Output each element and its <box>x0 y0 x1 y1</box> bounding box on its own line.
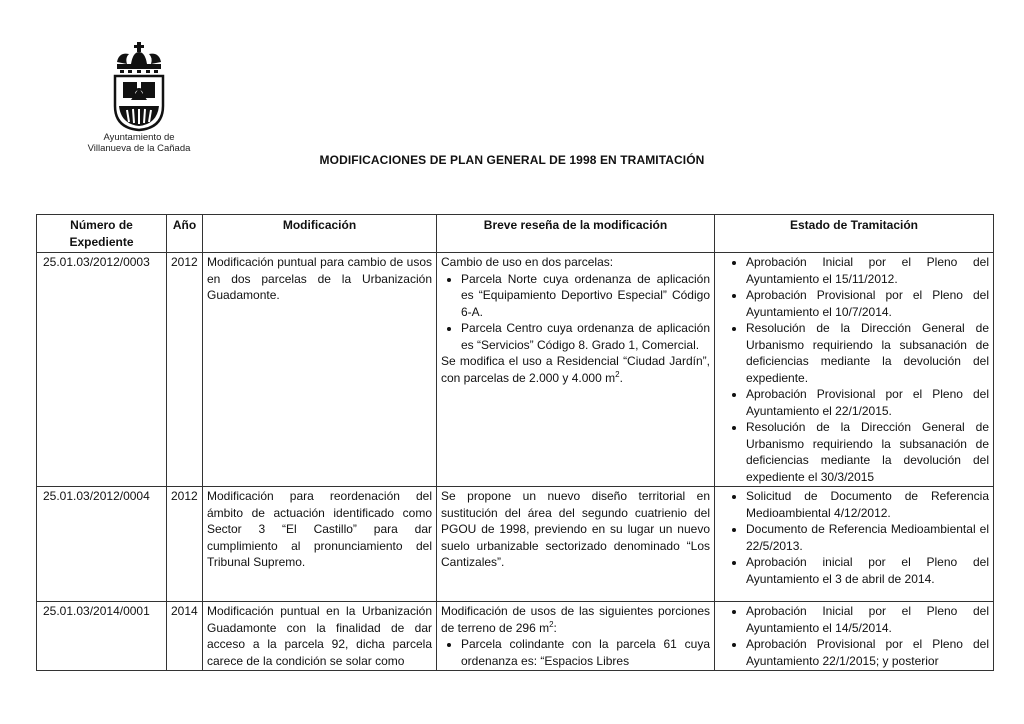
cell-year: 2012 <box>167 487 203 602</box>
cell-modificacion: Modificación puntual en la Urbanización Guadamonte con la finalidad de dar acceso a la parcela 92, dicha parcela carece de la condición se solar como <box>203 602 437 671</box>
modifications-table <box>36 214 994 671</box>
list-item: • Aprobación Inicial por el Pleno del Ayuntamiento el 14/5/2014. <box>746 603 989 636</box>
list-item: • Documento de Referencia Medioambiental el 22/5/2013. <box>746 521 989 554</box>
header-resena: Breve reseña de la modificación <box>437 215 715 253</box>
cell-estado <box>715 487 994 602</box>
cell-estado <box>715 253 994 487</box>
org-name-line2: Villanueva de la Cañada <box>87 143 191 154</box>
cell-expediente: 25.01.03/2014/0001 <box>37 602 167 671</box>
list-item: • Aprobación Provisional por el Pleno del Ayuntamiento el 22/1/2015. <box>746 386 989 419</box>
resena-intro: Cambio de uso en dos parcelas: <box>441 255 614 269</box>
cell-year: 2014 <box>167 602 203 671</box>
superscript: 2 <box>615 369 620 379</box>
header-estado: Estado de Tramitación <box>715 215 994 253</box>
resena-intro <box>441 603 710 636</box>
header-modificacion: Modificación <box>203 215 437 253</box>
list-item: • Parcela Norte cuya ordenanza de aplicación es “Equipamiento Deportivo Especial” Código 6-A. <box>461 271 710 321</box>
table-row <box>37 602 994 671</box>
page-title: MODIFICACIONES DE PLAN GENERAL DE 1998 EN TRAMITACIÓN <box>319 153 705 167</box>
cell-expediente: 25.01.03/2012/0003 <box>37 253 167 487</box>
list-item: • Parcela colindante con la parcela 61 cuya ordenanza es: “Espacios Libres <box>461 636 710 669</box>
resena-list <box>441 271 710 354</box>
resena-outro-text: Se modifica el uso a Residencial “Ciudad Jardín”, con parcelas de 2.000 y 4.000 m <box>441 354 710 385</box>
resena-list <box>441 636 710 669</box>
table-row <box>37 253 994 487</box>
list-item: • Parcela Centro cuya ordenanza de aplicación es “Servicios” Código 8. Grado 1, Comercial. <box>461 320 710 353</box>
cell-year: 2012 <box>167 253 203 487</box>
cell-resena <box>437 253 715 487</box>
cell-resena: Se propone un nuevo diseño territorial en sustitución del área del segundo cuatrienio del PGOU de 1998, previendo en su lugar un nuevo suelo urbanizable sectorizado denominado “Los Cantizales”. <box>437 487 715 602</box>
cell-estado <box>715 602 994 671</box>
table-header-row <box>37 215 994 253</box>
list-item: • Aprobación Provisional por el Pleno del Ayuntamiento 22/1/2015; y posterior <box>746 636 989 669</box>
superscript: 2 <box>549 619 554 629</box>
cell-resena <box>437 602 715 671</box>
municipal-logo <box>84 40 194 154</box>
cell-modificacion: Modificación puntual para cambio de usos en dos parcelas de la Urbanización Guadamonte. <box>203 253 437 487</box>
list-item: • Aprobación Provisional por el Pleno del Ayuntamiento el 10/7/2014. <box>746 287 989 320</box>
estado-list <box>719 488 989 587</box>
list-item: • Aprobación inicial por el Pleno del Ayuntamiento el 3 de abril de 2014. <box>746 554 989 587</box>
cell-expediente: 25.01.03/2012/0004 <box>37 487 167 602</box>
cell-modificacion: Modificación para reordenación del ámbito de actuación identificado como Sector 3 “El Castillo” para dar cumplimiento al pronunciamiento del Tribunal Supremo. <box>203 487 437 602</box>
header-expediente: Número de Expediente <box>37 215 167 253</box>
estado-list <box>719 254 989 485</box>
estado-list <box>719 603 989 669</box>
resena-intro-text: Modificación de usos de las siguientes porciones de terreno de 296 m <box>441 604 710 635</box>
list-item: • Solicitud de Documento de Referencia Medioambiental 4/12/2012. <box>746 488 989 521</box>
list-item: • Resolución de la Dirección General de Urbanismo requiriendo la subsanación de deficiencias mediante la devolución del expediente el 30/3/2015 <box>746 419 989 485</box>
resena-outro <box>441 353 710 386</box>
resena-intro-end: : <box>553 620 557 635</box>
list-item: • Aprobación Inicial por el Pleno del Ayuntamiento el 15/11/2012. <box>746 254 989 287</box>
resena-outro-end: . <box>619 370 623 385</box>
org-name-line1: Ayuntamiento de <box>103 132 175 143</box>
coat-of-arms-icon <box>111 40 167 132</box>
table-row <box>37 487 994 602</box>
header-year: Año <box>167 215 203 253</box>
list-item: • Resolución de la Dirección General de Urbanismo requiriendo la subsanación de deficiencias mediante la devolución del expediente. <box>746 320 989 386</box>
